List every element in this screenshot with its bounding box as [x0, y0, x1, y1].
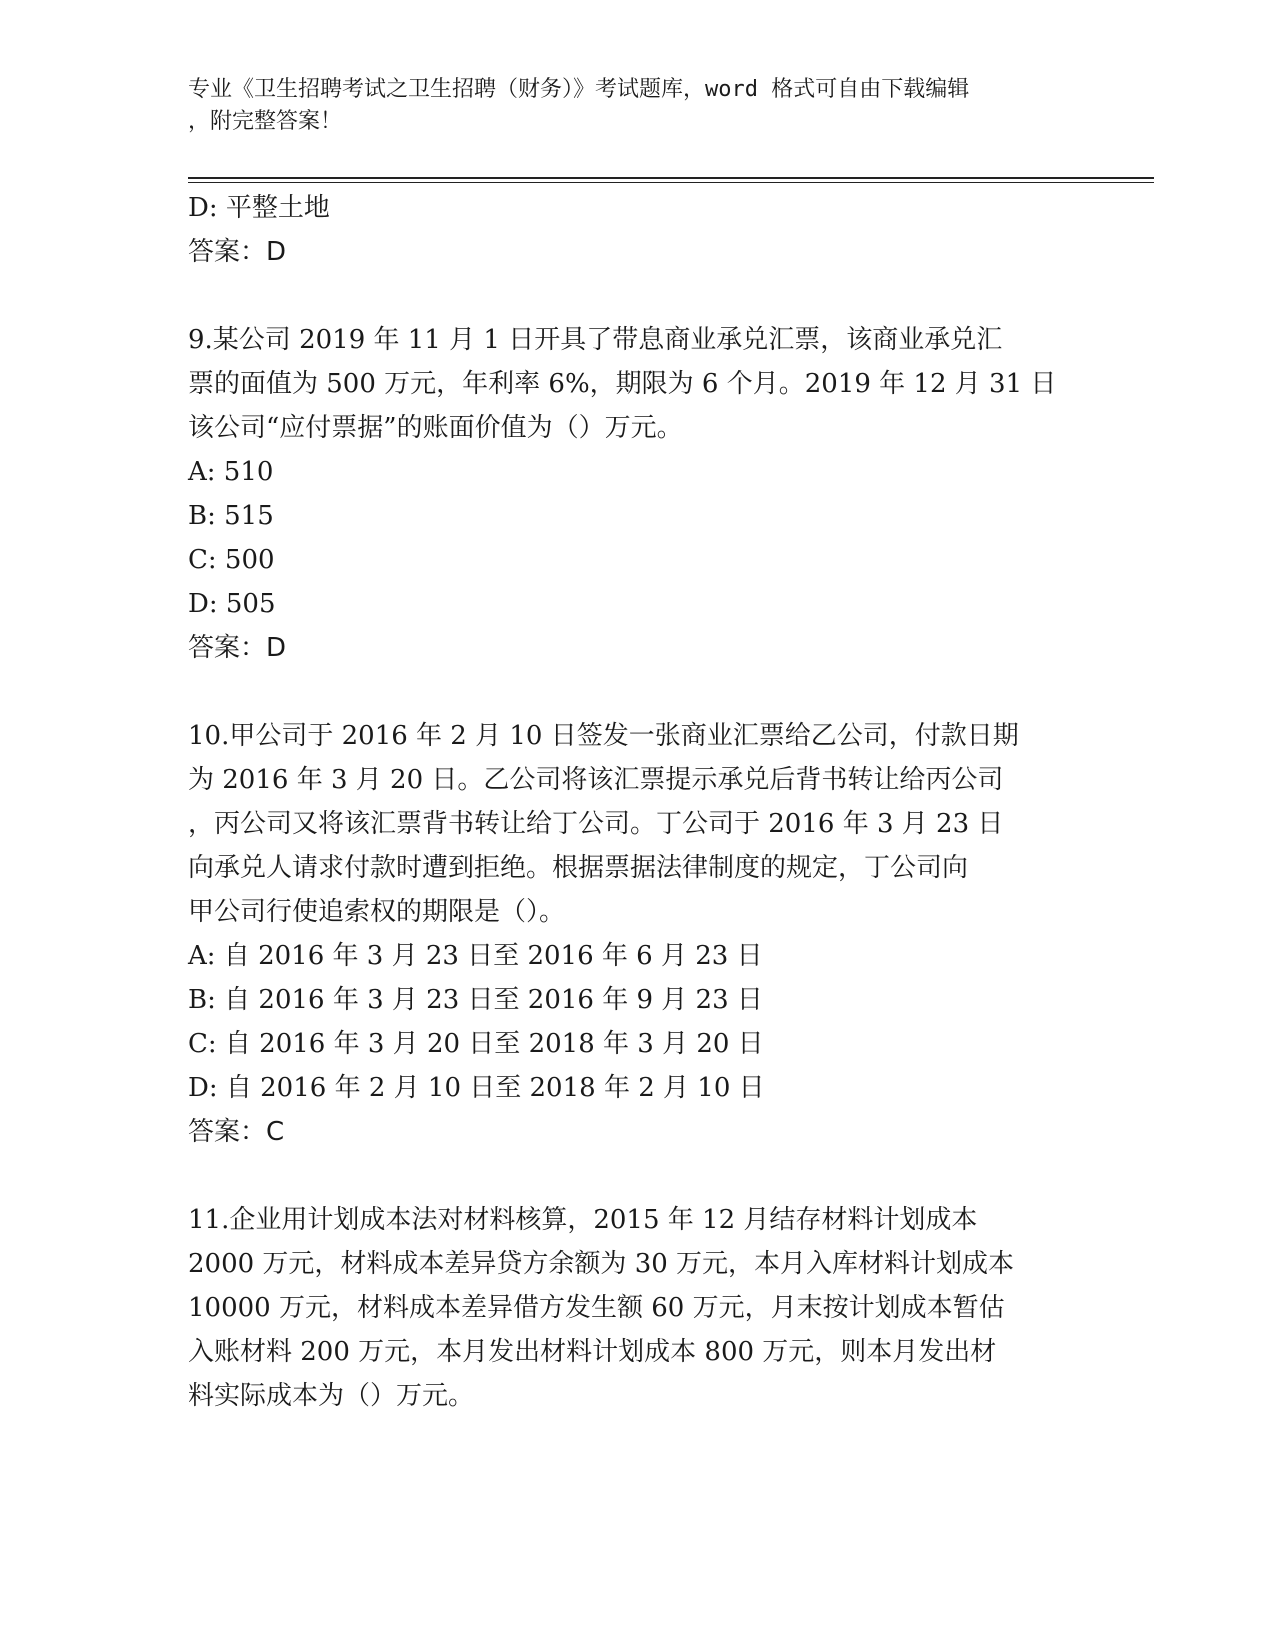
page-header: [188, 74, 1068, 138]
q10-text-line-3: ，丙公司又将该汇票背书转让给丁公司。丁公司于 2016 年 3 月 23 日: [188, 809, 1004, 839]
q10-answer: 答案：C: [188, 1117, 285, 1147]
q10-text-line-2: 为 2016 年 3 月 20 日。乙公司将该汇票提示承兑后背书转让给丙公司: [188, 765, 1004, 795]
q10-text-line-5: 甲公司行使追索权的期限是（）。: [188, 897, 566, 927]
q9-option-b: B: 515: [188, 501, 274, 531]
q11-text-line-4: 入账材料 200 万元，本月发出材料计划成本 800 万元，则本月发出材: [188, 1337, 997, 1367]
prev-option-d: D: 平整土地: [188, 193, 330, 223]
q9-option-c: C: 500: [188, 545, 275, 575]
q10-text-line-4: 向承兑人请求付款时遭到拒绝。根据票据法律制度的规定，丁公司向: [188, 853, 969, 883]
q9-answer: 答案：D: [188, 633, 287, 663]
q11-text-line-5: 料实际成本为（）万元。: [188, 1381, 475, 1411]
q9-option-d: D: 505: [188, 589, 276, 619]
prev-answer: 答案：D: [188, 237, 287, 267]
header-line-1: 专业《卫生招聘考试之卫生招聘（财务）》考试题库，word 格式可自由下载编辑: [188, 77, 970, 102]
q10-option-c: C: 自 2016 年 3 月 20 日至 2018 年 3 月 20 日: [188, 1029, 764, 1059]
q11-text-line-3: 10000 万元，材料成本差异借方发生额 60 万元，月末按计划成本暂估: [188, 1293, 1005, 1323]
q10-option-d: D: 自 2016 年 2 月 10 日至 2018 年 2 月 10 日: [188, 1073, 765, 1103]
q10-option-a: A: 自 2016 年 3 月 23 日至 2016 年 6 月 23 日: [188, 941, 763, 971]
header-line-2: ，附完整答案！: [188, 109, 343, 134]
q9-text-line-1: 9.某公司 2019 年 11 月 1 日开具了带息商业承兑汇票，该商业承兑汇: [188, 325, 1003, 355]
q10-option-b: B: 自 2016 年 3 月 23 日至 2016 年 9 月 23 日: [188, 985, 763, 1015]
q10-text-line-1: 10.甲公司于 2016 年 2 月 10 日签发一张商业汇票给乙公司，付款日期: [188, 721, 1019, 751]
q11-text-line-2: 2000 万元，材料成本差异贷方余额为 30 万元，本月入库材料计划成本: [188, 1249, 1015, 1279]
q11-text-line-1: 11.企业用计划成本法对材料核算，2015 年 12 月结存材料计划成本: [188, 1205, 978, 1235]
q9-text-line-3: 该公司“应付票据”的账面价值为（）万元。: [188, 413, 683, 443]
header-divider-thick: [188, 177, 1154, 179]
q9-text-line-2: 票的面值为 500 万元，年利率 6%，期限为 6 个月。2019 年 12 月 31 日: [188, 369, 1057, 399]
header-divider-thin: [188, 182, 1154, 183]
q9-option-a: A: 510: [188, 457, 274, 487]
